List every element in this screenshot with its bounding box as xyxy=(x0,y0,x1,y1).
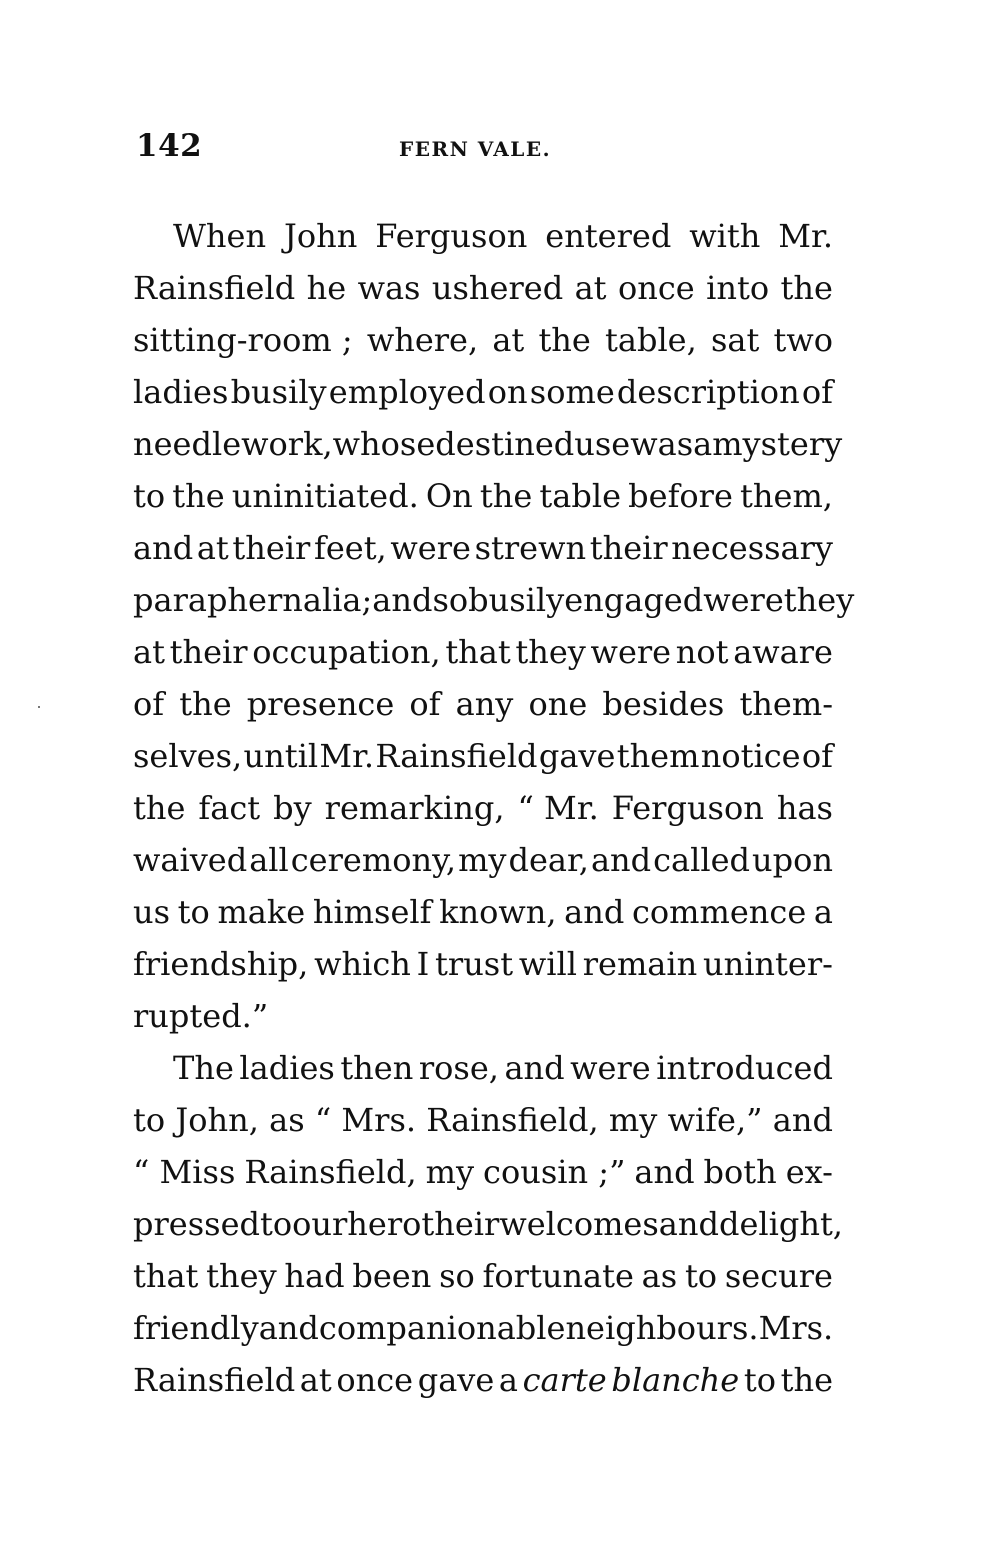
word: them- xyxy=(739,685,833,723)
text-line xyxy=(133,1042,833,1094)
paragraph xyxy=(133,210,855,1042)
text-line xyxy=(133,782,833,834)
word: Rainsfield xyxy=(133,1361,296,1399)
word: he xyxy=(306,269,347,307)
word: delight, xyxy=(718,1205,843,1243)
text-line xyxy=(133,1354,833,1406)
text-line xyxy=(133,626,833,678)
word: at xyxy=(492,321,525,359)
word: sat xyxy=(710,321,760,359)
word: they xyxy=(783,581,855,619)
word: “ Mr. xyxy=(517,789,599,827)
word: Ferguson xyxy=(375,217,528,255)
word: and xyxy=(658,1205,719,1243)
word: called xyxy=(653,841,750,879)
word: that xyxy=(133,1257,199,1295)
word: the xyxy=(133,789,186,827)
word: been xyxy=(352,1257,432,1295)
word: to xyxy=(684,1257,718,1295)
word: feet, xyxy=(313,529,387,567)
word: all xyxy=(249,841,289,879)
word: them xyxy=(616,737,700,775)
word: description xyxy=(616,373,800,411)
word: of xyxy=(801,737,833,775)
word: presence xyxy=(246,685,395,723)
page-header xyxy=(136,128,836,168)
word: Mrs. xyxy=(758,1309,834,1347)
word: remain xyxy=(582,945,698,983)
word: “ Mrs. xyxy=(314,1101,417,1139)
word: their xyxy=(232,529,311,567)
word: my xyxy=(458,841,507,879)
word: employed xyxy=(328,373,486,411)
word: mystery xyxy=(712,425,843,463)
word: at xyxy=(196,529,229,567)
word: was xyxy=(630,425,694,463)
word: On xyxy=(425,477,473,515)
word: so xyxy=(439,1257,475,1295)
word: Rainsfield xyxy=(375,737,538,775)
word: at xyxy=(299,1361,332,1399)
word: paraphernalia; xyxy=(133,581,373,619)
word: Rainsfield, xyxy=(244,1153,417,1191)
word: fact xyxy=(198,789,261,827)
word: the xyxy=(179,685,232,723)
word: make xyxy=(217,893,306,931)
text-line xyxy=(133,886,833,938)
word: rose, xyxy=(418,1049,499,1087)
text-line xyxy=(133,990,833,1042)
text-line xyxy=(133,834,833,886)
text-line xyxy=(133,1250,833,1302)
word: John xyxy=(283,217,358,255)
word: and xyxy=(564,893,625,931)
word: of xyxy=(801,373,833,411)
word: commence xyxy=(631,893,807,931)
word: were xyxy=(390,529,471,567)
word: one xyxy=(528,685,588,723)
word: their xyxy=(421,1205,500,1243)
word: once xyxy=(617,269,695,307)
word: entered xyxy=(545,217,672,255)
word: and xyxy=(590,841,652,879)
word: ex- xyxy=(785,1153,833,1191)
word: they xyxy=(515,633,586,671)
word: to xyxy=(177,893,210,931)
word: secure xyxy=(724,1257,833,1295)
word: of xyxy=(409,685,441,723)
word: needlework, xyxy=(133,425,333,463)
word: upon xyxy=(752,841,833,879)
word: a xyxy=(693,425,713,463)
word: at xyxy=(574,269,607,307)
word: us xyxy=(133,893,171,931)
word: uninter- xyxy=(702,945,833,983)
word: their xyxy=(589,529,668,567)
word: trust xyxy=(435,945,514,983)
word: to xyxy=(133,477,166,515)
word: fortunate xyxy=(482,1257,634,1295)
word: notice xyxy=(700,737,801,775)
word: gave xyxy=(538,737,616,775)
word: The xyxy=(173,1049,234,1087)
word: two xyxy=(773,321,833,359)
word: the xyxy=(172,477,225,515)
word: John, xyxy=(175,1101,259,1139)
word: were xyxy=(590,633,672,671)
word: both xyxy=(703,1153,777,1191)
word: of xyxy=(133,685,165,723)
text-line xyxy=(133,1094,833,1146)
word: not xyxy=(675,633,729,671)
word: I xyxy=(416,945,430,983)
word: carte xyxy=(522,1361,607,1399)
word: their xyxy=(169,633,248,671)
word: on xyxy=(487,373,528,411)
word: and xyxy=(772,1101,833,1139)
word: as xyxy=(269,1101,305,1139)
text-line xyxy=(133,418,843,470)
word: busily xyxy=(468,581,565,619)
word: selves, xyxy=(133,737,243,775)
word: companionable xyxy=(318,1309,566,1347)
text-line xyxy=(133,1198,843,1250)
word: When xyxy=(173,217,267,255)
word: to xyxy=(743,1361,776,1399)
word: strewn xyxy=(474,529,587,567)
word: neighbours. xyxy=(565,1309,759,1347)
word: so xyxy=(432,581,469,619)
word: uninitiated. xyxy=(231,477,419,515)
word: engaged xyxy=(564,581,704,619)
word: rupted.” xyxy=(133,997,269,1035)
word: them, xyxy=(740,477,833,515)
word: the xyxy=(538,321,591,359)
word: busily xyxy=(230,373,327,411)
word: friendship, xyxy=(133,945,309,983)
word: the xyxy=(479,477,533,515)
word: once xyxy=(336,1361,414,1399)
paragraph xyxy=(133,1042,843,1406)
word: known, xyxy=(439,893,557,931)
word: wife,” xyxy=(667,1101,763,1139)
word: cousin ;” xyxy=(483,1153,626,1191)
word: and xyxy=(258,1309,319,1347)
word: friendly xyxy=(133,1309,259,1347)
word: ladies xyxy=(133,373,229,411)
word: Rainsfield, xyxy=(426,1101,599,1139)
word: besides xyxy=(602,685,725,723)
word: table xyxy=(539,477,621,515)
word: and xyxy=(634,1153,695,1191)
word: Mr. xyxy=(778,217,833,255)
word: where, xyxy=(366,321,479,359)
word: to xyxy=(259,1205,293,1243)
word: welcomes xyxy=(499,1205,659,1243)
word: and xyxy=(504,1049,565,1087)
word: by xyxy=(273,789,312,827)
word: pressed xyxy=(133,1205,260,1243)
word: destined xyxy=(435,425,575,463)
word: our xyxy=(292,1205,348,1243)
body-text xyxy=(133,210,855,1406)
word: any xyxy=(455,685,514,723)
word: and xyxy=(133,529,194,567)
word: they xyxy=(206,1257,277,1295)
word: Mr. xyxy=(319,737,375,775)
text-line xyxy=(133,730,833,782)
word: the xyxy=(780,1361,833,1399)
word: then xyxy=(340,1049,414,1087)
text-line xyxy=(133,574,855,626)
word: gave xyxy=(417,1361,495,1399)
word: which xyxy=(314,945,411,983)
word: “ Miss xyxy=(133,1153,236,1191)
text-line xyxy=(133,522,833,574)
word: use xyxy=(574,425,631,463)
word: to xyxy=(133,1101,166,1139)
word: remarking, xyxy=(324,789,505,827)
word: at xyxy=(133,633,165,671)
word: ceremony, xyxy=(290,841,457,879)
text-line xyxy=(133,314,833,366)
word: my xyxy=(608,1101,658,1139)
running-title: FERN VALE. xyxy=(399,137,552,161)
word: will xyxy=(518,945,577,983)
word: Ferguson xyxy=(611,789,764,827)
word: were xyxy=(703,581,784,619)
word: Rainsfield xyxy=(133,269,296,307)
word: table, xyxy=(605,321,697,359)
text-line xyxy=(133,210,833,262)
word: a xyxy=(498,1361,518,1399)
word: waived xyxy=(133,841,248,879)
margin-speck xyxy=(38,706,40,708)
word: ushered xyxy=(431,269,564,307)
word: occupation, xyxy=(252,633,441,671)
text-line xyxy=(133,678,833,730)
word: before xyxy=(628,477,733,515)
word: has xyxy=(776,789,833,827)
word: a xyxy=(813,893,833,931)
word: introduced xyxy=(656,1049,833,1087)
word: with xyxy=(689,217,761,255)
word: hero xyxy=(347,1205,422,1243)
word: blanche xyxy=(611,1361,740,1399)
word: that xyxy=(445,633,511,671)
word: some xyxy=(529,373,615,411)
word: had xyxy=(284,1257,345,1295)
text-line xyxy=(133,470,833,522)
text-line xyxy=(133,366,833,418)
word: sitting-room ; xyxy=(133,321,353,359)
word: and xyxy=(372,581,433,619)
word: as xyxy=(641,1257,678,1295)
word: until xyxy=(243,737,319,775)
page-number: 142 xyxy=(136,128,203,164)
word: ladies xyxy=(239,1049,335,1087)
word: were xyxy=(570,1049,651,1087)
word: whose xyxy=(332,425,436,463)
word: the xyxy=(780,269,833,307)
word: dear, xyxy=(508,841,589,879)
text-line xyxy=(133,1302,833,1354)
word: into xyxy=(706,269,770,307)
text-line xyxy=(133,938,833,990)
word: was xyxy=(357,269,421,307)
word: aware xyxy=(733,633,833,671)
word: necessary xyxy=(671,529,833,567)
word: my xyxy=(425,1153,475,1191)
text-line xyxy=(133,1146,833,1198)
word: himself xyxy=(312,893,432,931)
text-line xyxy=(133,262,833,314)
